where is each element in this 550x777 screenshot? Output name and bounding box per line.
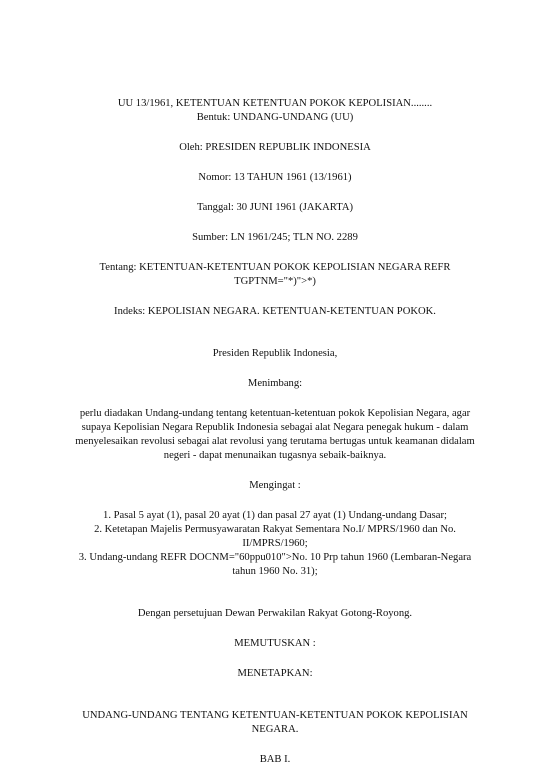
mengingat-item: 1. Pasal 5 ayat (1), pasal 20 ayat (1) dan pasal 27 ayat (1) Undang-undang Dasar; bbox=[103, 510, 447, 521]
tentang-line-2: TGPTNM="*)">*) bbox=[234, 276, 316, 287]
persetujuan-line: Dengan persetujuan Dewan Perwakilan Rakyat Gotong-Royong. bbox=[137, 608, 413, 619]
menetapkan-heading: MENETAPKAN: bbox=[237, 668, 313, 679]
undang-title-block bbox=[54, 709, 496, 737]
indeks-line: Indeks: KEPOLISIAN NEGARA. KETENTUAN-KETENTUAN POKOK. bbox=[114, 306, 436, 317]
sumber-line: Sumber: LN 1961/245; TLN NO. 2289 bbox=[192, 232, 358, 243]
mengingat-item: 3. Undang-undang REFR DOCNM="60ppu010">No. 10 Prp tahun 1960 (Lembaran-Negara bbox=[78, 552, 472, 563]
mengingat-item: tahun 1960 No. 31); bbox=[232, 566, 318, 577]
mengingat-heading: Mengingat : bbox=[249, 480, 301, 491]
mengingat-item: II/MPRS/1960; bbox=[242, 538, 308, 549]
menimbang-heading: Menimbang: bbox=[247, 378, 303, 389]
undang-title-line-1: UNDANG-UNDANG TENTANG KETENTUAN-KETENTUAN POKOK KEPOLISIAN bbox=[82, 710, 468, 721]
menimbang-line: supaya Kepolisian Negara Republik Indonesia sebagai alat Negara penegak hukum - dalam bbox=[81, 422, 469, 433]
menimbang-line: perlu diadakan Undang-undang tentang ketentuan-ketentuan pokok Kepolisian Negara, agar bbox=[79, 408, 471, 419]
document-content bbox=[54, 97, 496, 767]
presiden-line: Presiden Republik Indonesia, bbox=[212, 348, 338, 359]
undang-title-line-2: NEGARA. bbox=[251, 724, 299, 735]
oleh-line: Oleh: PRESIDEN REPUBLIK INDONESIA bbox=[179, 142, 371, 153]
menimbang-line: menyelesaikan revolusi sebagai alat revolusi yang terutama bertugas untuk keamanan didalam bbox=[75, 436, 475, 447]
memutuskan-heading: MEMUTUSKAN : bbox=[234, 638, 316, 649]
tentang-block bbox=[54, 261, 496, 289]
bentuk-line: Bentuk: UNDANG-UNDANG (UU) bbox=[196, 112, 354, 123]
tentang-line-1: Tentang: KETENTUAN-KETENTUAN POKOK KEPOLISIAN NEGARA REFR bbox=[99, 262, 451, 273]
menimbang-paragraph bbox=[54, 407, 496, 463]
menimbang-line: negeri - dapat menunaikan tugasnya sebaik-baiknya. bbox=[163, 450, 387, 461]
nomor-line: Nomor: 13 TAHUN 1961 (13/1961) bbox=[198, 172, 352, 183]
mengingat-list bbox=[54, 509, 496, 579]
bab-heading: BAB I. bbox=[259, 754, 291, 765]
tanggal-line: Tanggal: 30 JUNI 1961 (JAKARTA) bbox=[196, 202, 354, 213]
mengingat-item: 2. Ketetapan Majelis Permusyawaratan Rakyat Sementara No.I/ MPRS/1960 dan No. bbox=[94, 524, 456, 535]
document-title: UU 13/1961, KETENTUAN KETENTUAN POKOK KEPOLISIAN........ bbox=[117, 98, 433, 109]
